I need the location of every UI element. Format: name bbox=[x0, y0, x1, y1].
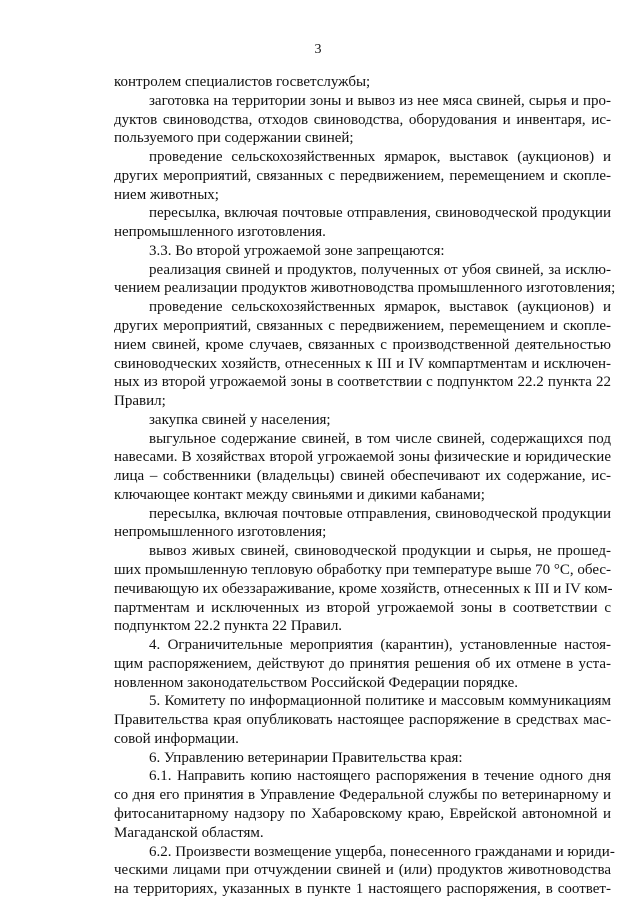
text-line: 5. Комитету по информационной политике и массовым коммуникациям bbox=[149, 693, 611, 710]
text-line: лица – собственники (владельцы) свиней обеспечивают их содержание, ис- bbox=[114, 468, 611, 485]
text-line: пересылка, включая почтовые отправления, свиноводческой продукции bbox=[149, 205, 611, 222]
text-line: новленном законодательством Российской Федерации порядке. bbox=[114, 674, 519, 691]
text-line: других мероприятий, связанных с передвижением, перемещением и скопле- bbox=[114, 167, 611, 184]
text-line: заготовка на территории зоны и вывоз из нее мяса свиней, сырья и про- bbox=[149, 92, 611, 109]
text-line: пересылка, включая почтовые отправления, свиноводческой продукции bbox=[149, 505, 611, 522]
text-line: чением реализации продуктов животноводства промышленного изготовления; bbox=[114, 280, 616, 297]
text-line: навесами. В хозяйствах второй угрожаемой зоны физические и юридические bbox=[114, 449, 611, 466]
text-line: проведение сельскохозяйственных ярмарок, выставок (аукционов) и bbox=[149, 299, 611, 316]
text-line: нием свиней, кроме случаев, связанных с производственной деятельностью bbox=[114, 336, 611, 353]
text-line: совой информации. bbox=[114, 730, 239, 747]
text-line: ших промышленную тепловую обработку при температуре выше 70 °С, обес- bbox=[114, 562, 611, 578]
text-line: пользуемого при содержании свиней; bbox=[114, 130, 354, 147]
text-line: нием животных; bbox=[114, 186, 219, 203]
text-line: со дня его принятия в Управление Федеральной службы по ветеринарному и bbox=[114, 787, 611, 804]
text-line: печивающую их обеззараживание, кроме хозяйств, отнесенных к III и IV ком- bbox=[114, 580, 613, 597]
text-line: других мероприятий, связанных с передвижением, перемещением и скопле- bbox=[114, 318, 611, 334]
text-line: Правительства края опубликовать настоящее распоряжение в средствах мас- bbox=[114, 712, 611, 729]
text-line: 4. Ограничительные мероприятия (карантин), установленные настоя- bbox=[149, 637, 611, 653]
text-line: ключающее контакт между свиньями и дикими кабанами; bbox=[114, 486, 485, 503]
text-line: дуктов свиноводства, отходов свиноводства, оборудования и инвентаря, ис- bbox=[114, 111, 611, 128]
text-line: 6.1. Направить копию настоящего распоряжения в течение одного дня bbox=[149, 768, 611, 785]
text-line: ных из второй угрожаемой зоны в соответствии с подпунктом 22.2 пункта 22 bbox=[114, 374, 611, 391]
text-line: контролем специалистов госветслужбы; bbox=[114, 74, 371, 90]
text-line: проведение сельскохозяйственных ярмарок, выставок (аукционов) и bbox=[149, 149, 611, 166]
text-line: непромышленного изготовления. bbox=[114, 224, 326, 241]
text-line: 6.2. Произвести возмещение ущерба, понесенного гражданами и юриди- bbox=[149, 843, 615, 860]
text-line: непромышленного изготовления; bbox=[114, 524, 327, 541]
page-number: 3 bbox=[314, 42, 322, 57]
text-line: фитосанитарному надзору по Хабаровскому краю, Еврейской автономной и bbox=[114, 805, 611, 822]
text-line: выгульное содержание свиней, в том числе свиней, содержащихся под bbox=[149, 430, 611, 447]
text-line: реализация свиней и продуктов, полученных от убоя свиней, за исклю- bbox=[149, 261, 611, 278]
text-line: свиноводческих хозяйств, отнесенных к III и IV компартментам и исключен- bbox=[114, 355, 612, 372]
text-line: 6. Управлению ветеринарии Правительства края: bbox=[149, 749, 463, 766]
text-line: ческими лицами при отчуждении свиней и (или) продуктов животноводства bbox=[114, 862, 611, 879]
text-line: Магаданской областям. bbox=[114, 824, 264, 841]
text-line: на территориях, указанных в пункте 1 настоящего распоряжения, в соответ- bbox=[114, 881, 611, 897]
text-line: вывоз живых свиней, свиноводческой продукции и сырья, не прошед- bbox=[149, 543, 611, 560]
text-line: щим распоряжением, действуют до принятия решения об их отмене в уста- bbox=[114, 655, 611, 672]
text-line: партментам и исключенных из второй угрожаемой зоны в соответствии с bbox=[114, 599, 611, 616]
text-line: Правил; bbox=[114, 393, 166, 409]
text-line: подпунктом 22.2 пункта 22 Правил. bbox=[114, 618, 343, 635]
text-line: закупка свиней у населения; bbox=[149, 411, 331, 428]
text-line: 3.3. Во второй угрожаемой зоне запрещаются: bbox=[149, 242, 445, 259]
